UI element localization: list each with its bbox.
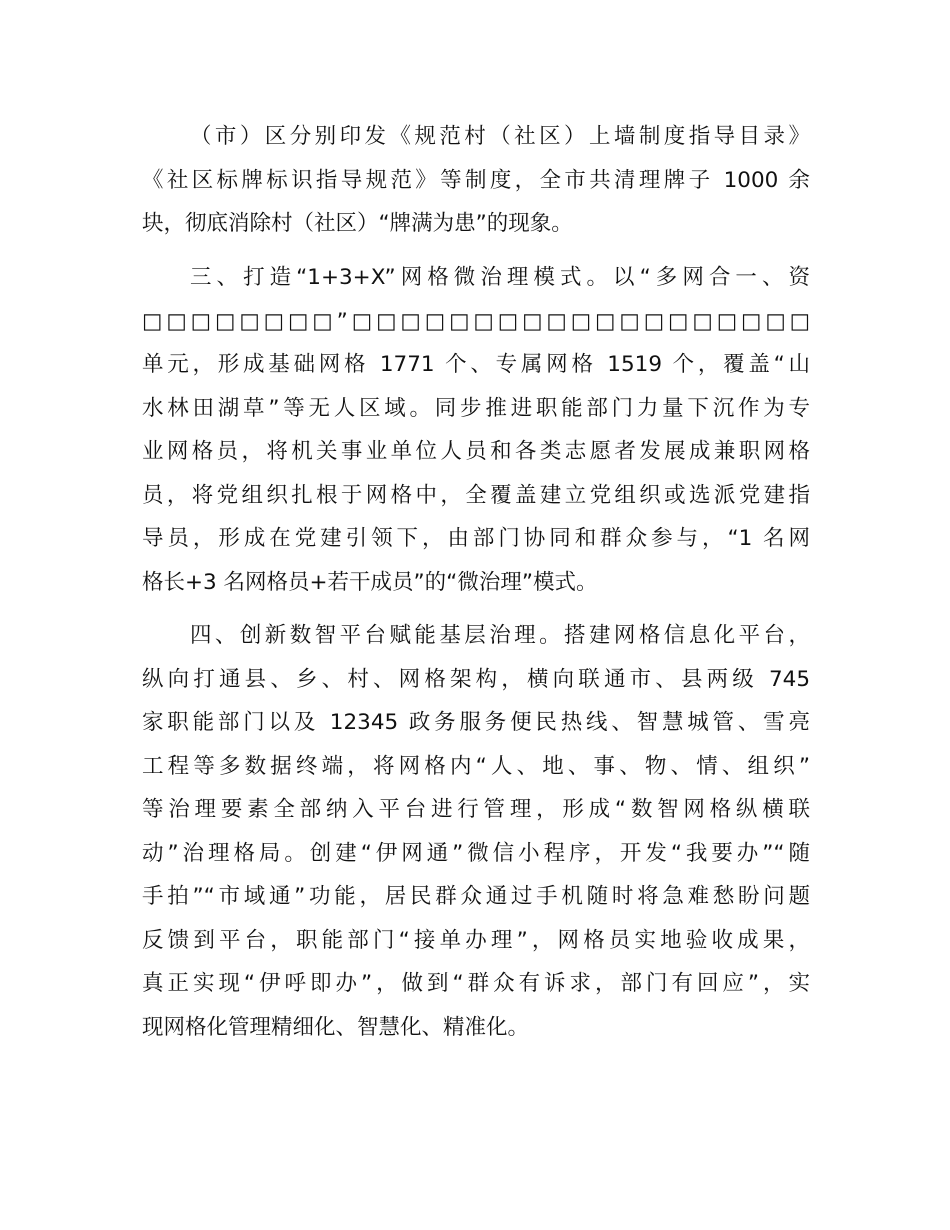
text-line: 水林田湖草”等无人区域。同步推进职能部门力量下沉作为专 [142,396,810,421]
text-line: 手拍”“市域通”功能，居民群众通过手机随时将急难愁盼问题 [142,884,810,909]
text-line: 导员，形成在党建引领下，由部门协同和群众参与，“1 名网 [142,526,810,551]
text-line: 块，彻底消除村（社区）“牌满为患”的现象。 [142,211,573,236]
text-line: 真正实现“伊呼即办”，做到“群众有诉求，部门有回应”，实 [142,971,810,996]
text-line: 三、打造“1+3+X”网格微治理模式。以“多网合一、资 [190,265,810,290]
text-line: 现网格化管理精细化、智慧化、精准化。 [142,1015,530,1040]
text-line: 业网格员，将机关事业单位人员和各类志愿者发展成兼职网格 [142,439,810,464]
text-line: 《社区标牌标识指导规范》等制度，全市共清理牌子 1000 余 [142,168,810,193]
text-line: 工程等多数据终端，将网格内“人、地、事、物、情、组织” [142,754,810,779]
text-line: （市）区分别印发《规范村（社区）上墙制度指导目录》 [190,124,810,149]
text-line: 反馈到平台，职能部门“接单办理”，网格员实地验收成果， [142,928,810,953]
text-line: 等治理要素全部纳入平台进行管理，形成“数智网格纵横联 [142,797,810,822]
text-line: 单元，形成基础网格 1771 个、专属网格 1519 个，覆盖“山 [142,352,810,377]
text-line: 四、创新数智平台赋能基层治理。搭建网格信息化平台， [190,623,810,648]
text-line: 家职能部门以及 12345 政务服务便民热线、智慧城管、雪亮 [142,710,810,735]
text-line: 动”治理格局。创建“伊网通”微信小程序，开发“我要办”“随 [142,841,810,866]
text-line: 员，将党组织扎根于网格中，全覆盖建立党组织或选派党建指 [142,483,810,508]
text-line: 纵向打通县、乡、村、网格架构，横向联通市、县两级 745 [142,667,810,692]
text-line: 格长+3 名网格员+若干成员”的“微治理”模式。 [142,570,598,595]
text-line: □□□□□□□□”□□□□□□□□□□□□□□□□□□□ [142,309,810,334]
